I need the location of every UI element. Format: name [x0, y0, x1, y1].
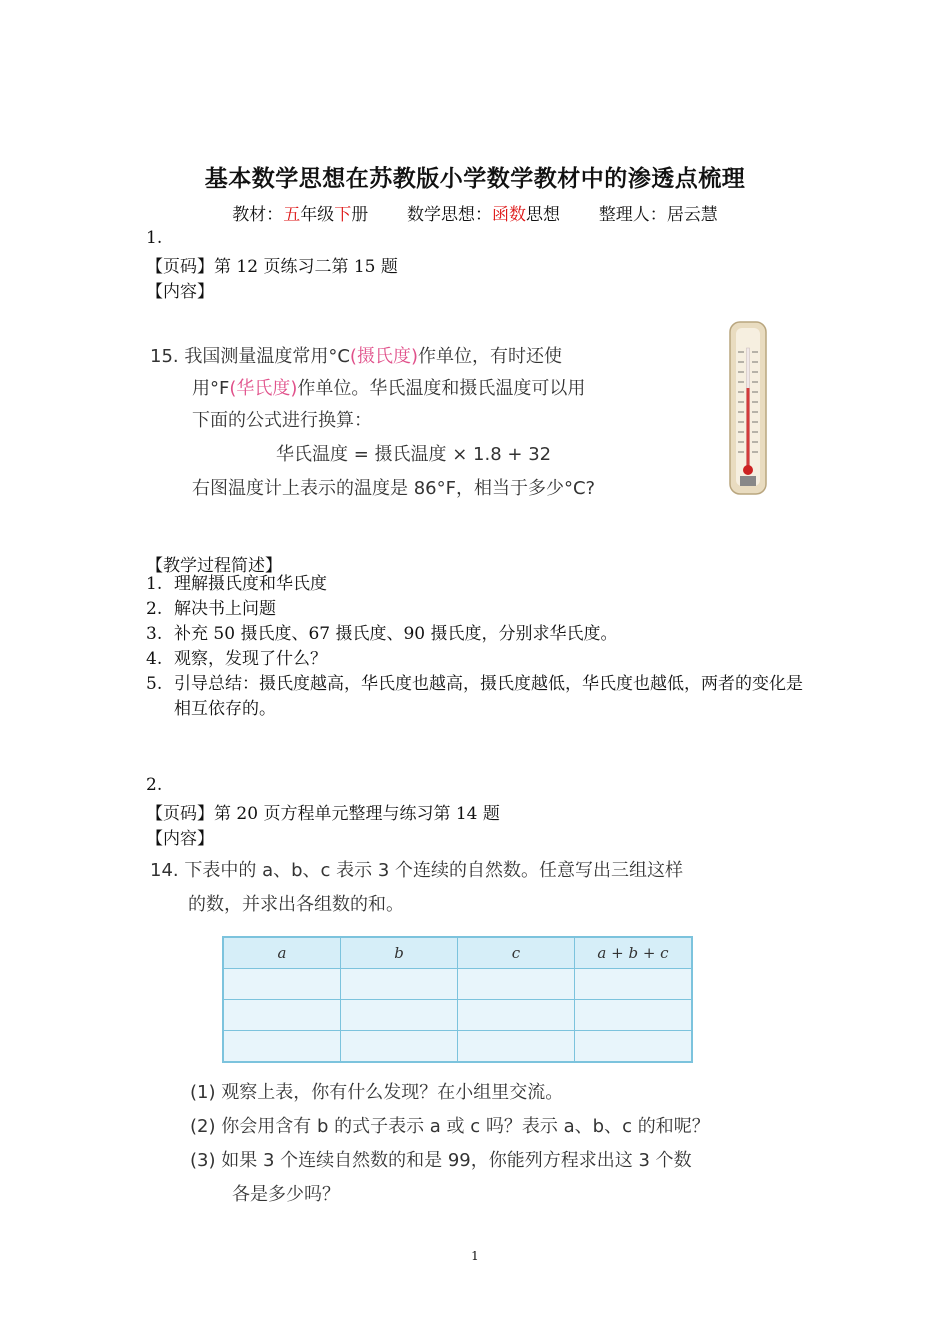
section1-content-label: 【内容】	[146, 282, 214, 302]
conversion-formula: 华氏温度 = 摄氏温度 × 1.8 + 32	[276, 444, 552, 465]
table-row	[223, 1031, 692, 1063]
list-item: 1. 理解摄氏度和华氏度	[146, 574, 327, 594]
table-row	[223, 969, 692, 1000]
section1-number: 1.	[146, 228, 163, 248]
process-label: 【教学过程简述】	[146, 556, 282, 576]
abc-table	[222, 936, 693, 1063]
excerpt1-line3: 下面的公式进行换算：	[192, 410, 372, 431]
teaching-steps	[146, 572, 816, 722]
term-suffix: 册	[351, 205, 369, 225]
excerpt2-line1: 14. 下表中的 a、b、c 表示 3 个连续的自然数。任意写出三组这样	[150, 860, 684, 881]
question-3: (3) 如果 3 个连续自然数的和是 99，你能列方程求出这 3 个数	[190, 1150, 692, 1171]
table-header: c	[458, 937, 575, 969]
question-2: (2) 你会用含有 b 的式子表示 a 或 c 吗？表示 a、b、c 的和呢？	[190, 1116, 710, 1137]
list-item: 2. 解决书上问题	[146, 599, 276, 619]
question-3-cont: 各是多少吗？	[232, 1184, 340, 1205]
grade-suffix: 年级	[300, 205, 335, 225]
section1-page-ref: 【页码】第 12 页练习二第 15 题	[146, 257, 398, 277]
section2-page-ref: 【页码】第 20 页方程单元整理与练习第 14 题	[146, 804, 500, 824]
section2-content-label: 【内容】	[146, 829, 214, 849]
question-1: (1) 观察上表，你有什么发现？在小组里交流。	[190, 1082, 564, 1103]
thought-label: 数学思想：	[407, 205, 492, 225]
excerpt2-line2: 的数，并求出各组数的和。	[188, 894, 404, 915]
list-item: 3. 补充 50 摄氏度、67 摄氏度、90 摄氏度，分别求华氏度。	[146, 624, 618, 644]
subtitle	[0, 200, 950, 225]
section2-number: 2.	[146, 775, 163, 795]
excerpt1-line2: 用°F(华氏度)作单位。华氏温度和摄氏温度可以用	[192, 378, 586, 399]
table-header: a + b + c	[575, 937, 693, 969]
table-header: b	[341, 937, 458, 969]
list-item: 5. 引导总结：摄氏度越高，华氏度也越高，摄氏度越低，华氏度也越低，两者的变化是相互依存的。	[146, 674, 803, 719]
author-label: 整理人：	[598, 205, 667, 225]
thermometer-icon	[728, 318, 768, 496]
list-item: 4. 观察，发现了什么？	[146, 649, 327, 669]
page-number: 1	[471, 1249, 479, 1263]
thought-suffix: 思想	[526, 205, 560, 225]
excerpt1-line1: 15. 我国测量温度常用°C(摄氏度)作单位，有时还使	[150, 346, 562, 367]
grade: 五	[283, 205, 301, 225]
page-title: 基本数学思想在苏教版小学数学教材中的渗透点梳理	[204, 166, 746, 192]
textbook-label: 教材：	[232, 205, 284, 225]
excerpt1-line5: 右图温度计上表示的温度是 86°F，相当于多少°C?	[192, 478, 596, 499]
author: 居云慧	[666, 205, 718, 225]
term: 下	[334, 205, 352, 225]
thought: 函数	[492, 205, 526, 225]
table-row	[223, 1000, 692, 1031]
table-header: a	[223, 937, 341, 969]
